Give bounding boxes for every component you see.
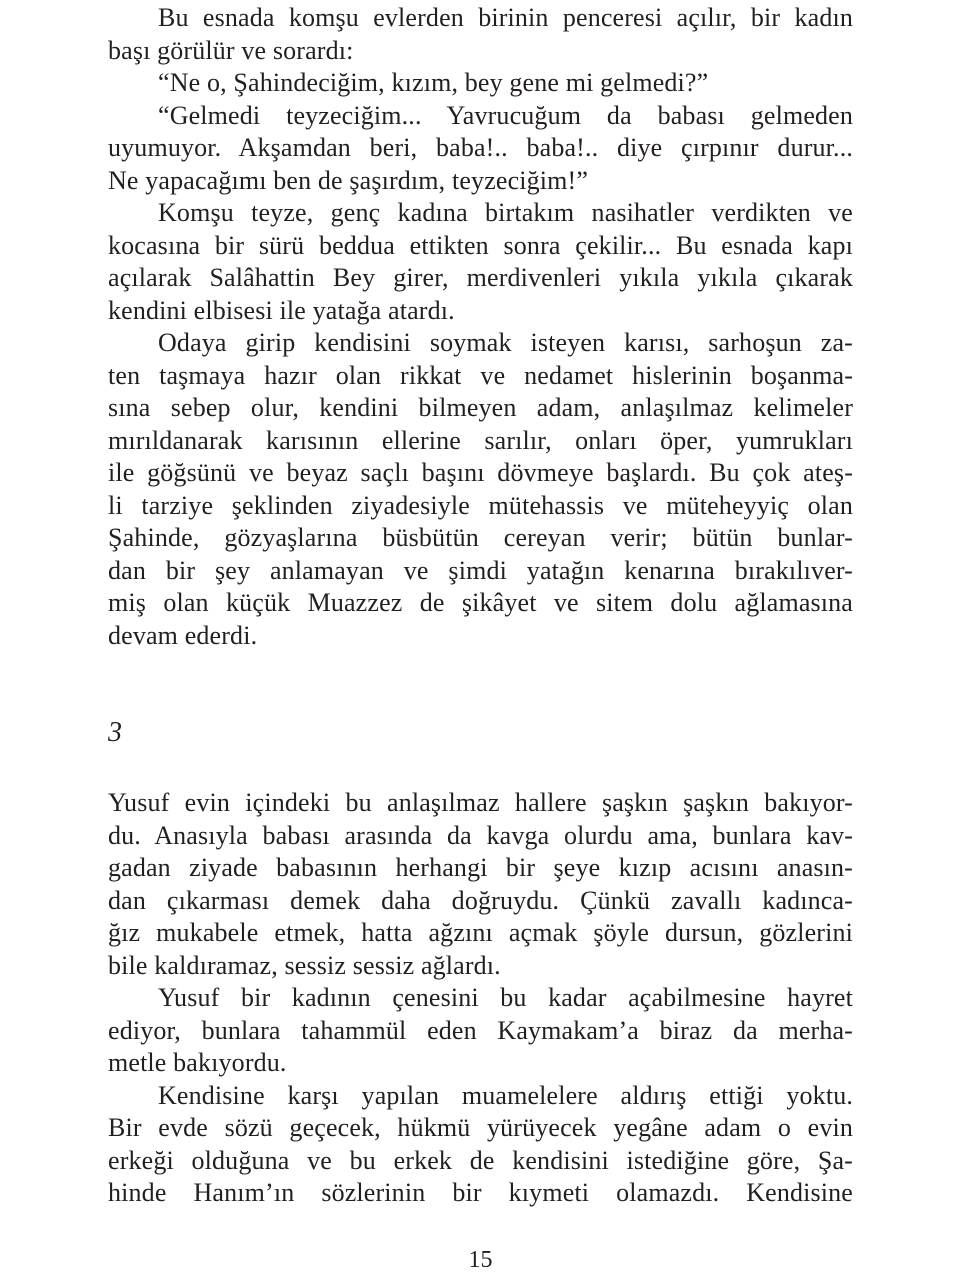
paragraph xyxy=(108,100,853,198)
chapter-number: 3 xyxy=(108,717,122,748)
text-line: miş olan küçük Muazzez de şikâyet ve sitem dolu ağlamasına xyxy=(108,588,853,617)
text-line: dan çıkarması demek daha doğruydu. Çünkü zavallı kadınca- xyxy=(108,885,853,915)
text-line: “Gelmedi teyzeciğim... Yavrucuğum da babası gelmeden xyxy=(158,100,853,130)
text-line: açılarak Salâhattin Bey girer, merdivenleri yıkıla yıkıla çıkarak xyxy=(108,263,853,292)
page-number: 15 xyxy=(468,1247,493,1273)
text-line: Odaya girip kendisini soymak isteyen karısı, sarhoşun za- xyxy=(158,328,853,357)
paragraph xyxy=(108,327,853,652)
text-line: Ne yapacağımı ben de şaşırdım, teyzeciğim!” xyxy=(108,165,589,195)
text-line: metle bakıyordu. xyxy=(108,1048,287,1077)
paragraph xyxy=(108,67,853,100)
text-line: Bir evde sözü geçecek, hükmü yürüyecek yegâne adam o evin xyxy=(108,1113,853,1142)
text-line: mırıldanarak karısının ellerine sarılır, onları öper, yumrukları xyxy=(108,425,853,455)
text-line: ile göğsünü ve beyaz saçlı başını dövmeye başlardı. Bu çok ateş- xyxy=(108,458,853,487)
paragraph xyxy=(108,787,853,982)
text-line: ten taşmaya hazır olan rikkat ve nedamet hislerinin boşanma- xyxy=(108,360,853,390)
text-line: hinde Hanım’ın sözlerinin bir kıymeti olamazdı. Kendisine xyxy=(108,1178,853,1207)
text-line: li tarziye şeklinden ziyadesiyle mütehassis ve müteheyyiç olan xyxy=(108,490,853,520)
text-line: ğız mukabele etmek, hatta ağzını açmak şöyle dursun, gözlerini xyxy=(108,918,853,947)
section-1-text xyxy=(108,2,853,652)
text-line: sına sebep olur, kendini bilmeyen adam, anlaşılmaz kelimeler xyxy=(108,393,853,422)
text-line: Yusuf evin içindeki bu anlaşılmaz hallere şaşkın şaşkın bakıyor- xyxy=(108,788,853,817)
text-line: başı görülür ve sorardı: xyxy=(108,35,354,65)
text-line: “Ne o, Şahindeciğim, kızım, bey gene mi gelmedi?” xyxy=(158,68,709,97)
text-line: kocasına bir sürü beddua ettikten sonra çekilir... Bu esnada kapı xyxy=(108,230,853,260)
text-line: bile kaldıramaz, sessiz sessiz ağlardı. xyxy=(108,950,501,980)
text-line: Kendisine karşı yapılan muamelelere aldırış ettiği yoktu. xyxy=(158,1080,853,1110)
text-line: Şahinde, gözyaşlarına büsbütün cereyan verir; bütün bunlar- xyxy=(108,523,853,552)
text-line: dan bir şey anlamayan ve şimdi yatağın kenarına bırakılıver- xyxy=(108,555,853,585)
text-line: Yusuf bir kadının çenesini bu kadar açabilmesine hayret xyxy=(158,983,853,1012)
paragraph xyxy=(108,2,853,67)
paragraph xyxy=(108,197,853,327)
text-line: uyumuyor. Akşamdan beri, baba!.. baba!.. diye çırpınır durur... xyxy=(108,133,853,162)
text-line: Bu esnada komşu evlerden birinin penceresi açılır, bir kadın xyxy=(158,3,853,32)
text-line: Komşu teyze, genç kadına birtakım nasihatler verdikten ve xyxy=(158,198,853,227)
paragraph xyxy=(108,1080,853,1210)
text-line: kendini elbisesi ile yatağa atardı. xyxy=(108,295,455,325)
book-page xyxy=(108,0,853,1280)
section-2-text xyxy=(108,787,853,1210)
text-line: du. Anasıyla babası arasında da kavga olurdu ama, bunlara kav- xyxy=(108,820,853,850)
text-line: erkeği olduğuna ve bu erkek de kendisini istediğine göre, Şa- xyxy=(108,1145,853,1175)
text-line: gadan ziyade babasının herhangi bir şeye kızıp acısını anasın- xyxy=(108,853,853,882)
text-line: devam ederdi. xyxy=(108,620,258,650)
paragraph xyxy=(108,982,853,1080)
text-line: ediyor, bunlara tahammül eden Kaymakam’a biraz da merha- xyxy=(108,1015,853,1045)
